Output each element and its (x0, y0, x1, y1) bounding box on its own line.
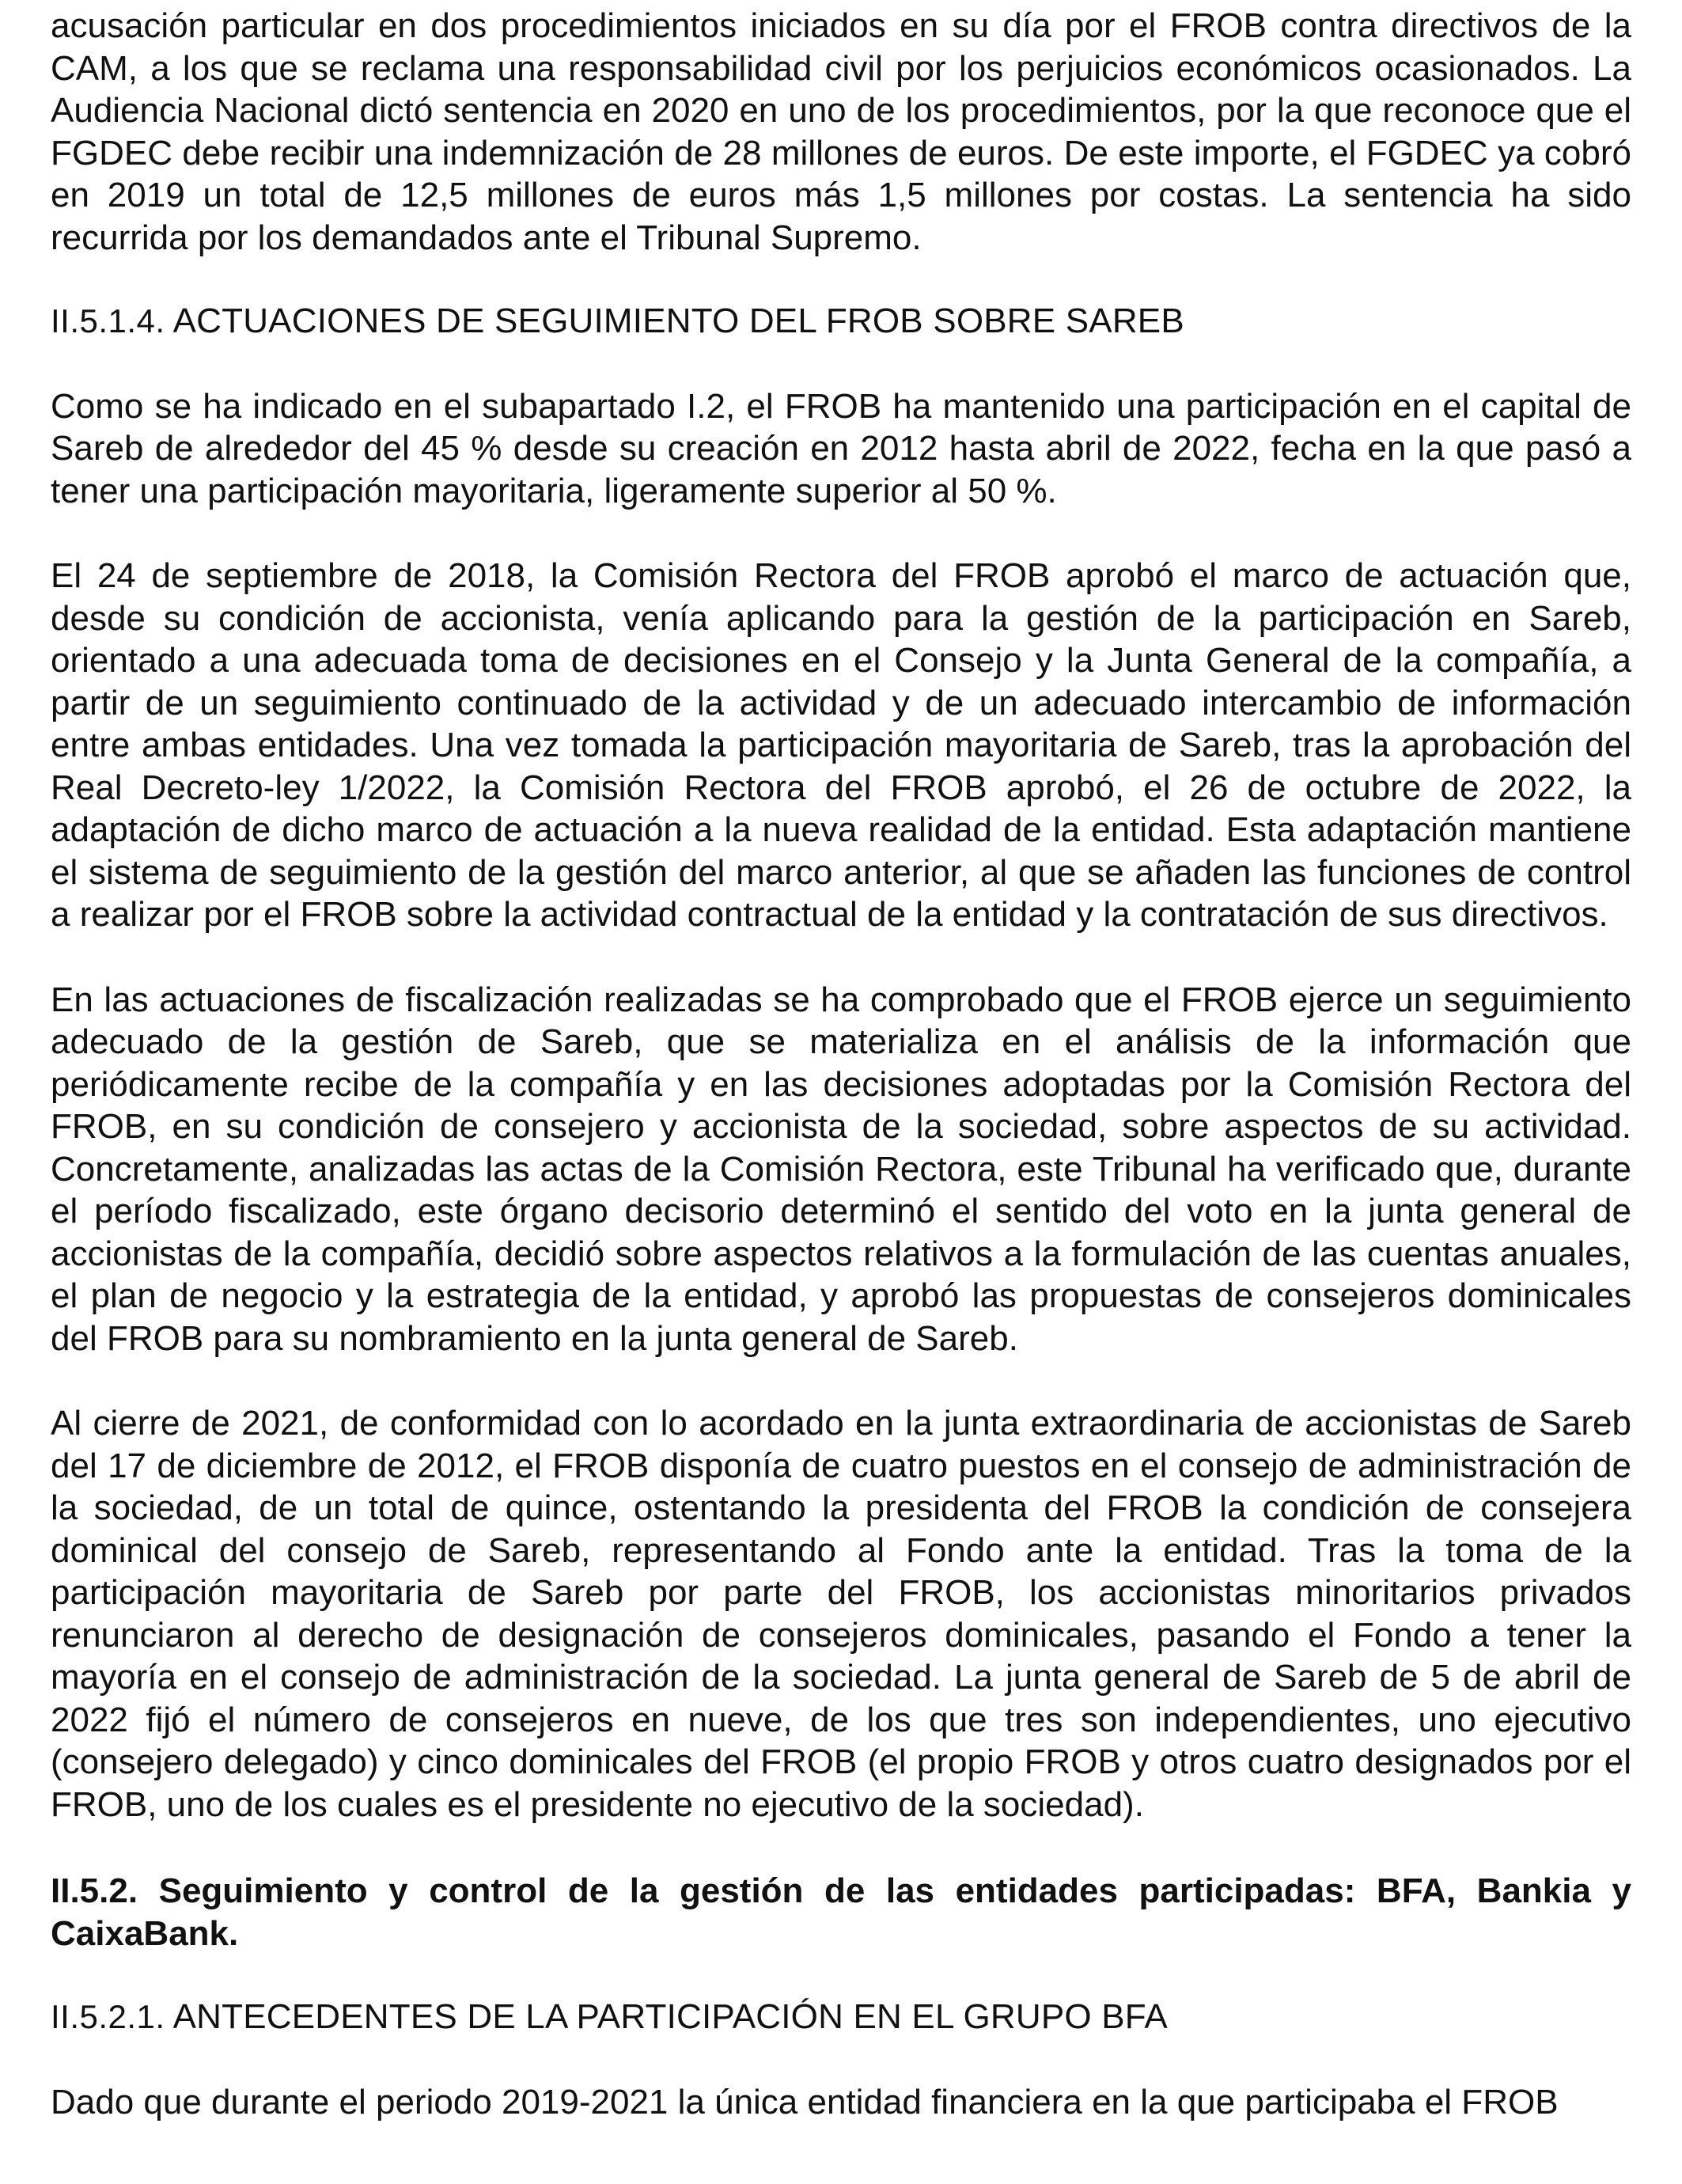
paragraph-consejo: Al cierre de 2021, de conformidad con lo acordado en la junta extraordinaria de accionistas de Sareb del 17 de diciembre de 2012, el FROB disponía de cuatro puestos en el consejo de administración de la sociedad, de un total de quince, ostentando la presidenta del FROB la condición de consejera dominical del consejo de Sareb, representando al Fondo ante la entidad. Tras la toma de la participación mayoritaria de Sareb por parte del FROB, los accionistas minoritarios privados renunciaron al derecho de designación de consejeros dominicales, pasando el Fondo a tener la mayoría en el consejo de administración de la sociedad. La junta general de Sareb de 5 de abril de 2022 fijó el número de consejeros en nueve, de los que tres son independientes, uno ejecutivo (consejero delegado) y cinco dominicales del FROB (el propio FROB y otros cuatro designados por el FROB, uno de los cuales es el presidente no ejecutivo de la sociedad). (51, 1404, 1631, 1824)
paragraph-fiscalizacion: En las actuaciones de fiscalización realizadas se ha comprobado que el FROB ejerce un seguimiento adecuado de la gestión de Sareb, que se materializa en el análisis de la información que periódicamente recibe de la compañía y en las decisiones adoptadas por la Comisión Rectora del FROB, en su condición de consejero y accionista de la sociedad, sobre aspectos de su actividad. Concretamente, analizadas las actas de la Comisión Rectora, este Tribunal ha verificado que, durante el período fiscalizado, este órgano decisorio determinó el sentido del voto en la junta general de accionistas de la compañía, decidió sobre aspectos relativos a la formulación de las cuentas anuales, el plan de negocio y la estrategia de la entidad, y aprobó las propuestas de consejeros dominicales del FROB para su nombramiento en la junta general de Sareb. (51, 980, 1631, 1358)
section-number: II.5.1.4. (51, 302, 165, 339)
section-heading-seguimiento-control: II.5.2. Seguimiento y control de la gestión de las entidades participadas: BFA, Bankia y CaixaBank. (51, 1871, 1631, 1953)
paragraph-marco-actuacion: El 24 de septiembre de 2018, la Comisión Rectora del FROB aprobó el marco de actuación que, desde su condición de accionista, venía aplicando para la gestión de la participación en Sareb, orientado a una adecuada toma de decisiones en el Consejo y la Junta General de la compañía, a partir de un seguimiento continuado de la actividad y de un adecuado intercambio de información entre ambas entidades. Una vez tomada la participación mayoritaria de Sareb, tras la aprobación del Real Decreto-ley 1/2022, la Comisión Rectora del FROB aprobó, el 26 de octubre de 2022, la adaptación de dicho marco de actuación a la nueva realidad de la entidad. Esta adaptación mantiene el sistema de seguimiento de la gestión del marco anterior, al que se añaden las funciones de control a realizar por el FROB sobre la actividad contractual de la entidad y la contratación de sus directivos. (51, 556, 1631, 934)
paragraph-participacion: Como se ha indicado en el subapartado I.2, el FROB ha mantenido una participación en el capital de Sareb de alrededor del 45 % desde su creación en 2012 hasta abril de 2022, fecha en la que pasó a tener una participación mayoritaria, ligeramente superior al 50 %. (51, 386, 1631, 510)
document-page (51, 5, 1631, 2123)
section-title: ACTUACIONES DE SEGUIMIENTO DEL FROB SOBRE SAREB (172, 301, 1184, 340)
intro-paragraph: acusación particular en dos procedimientos iniciados en su día por el FROB contra directivos de la CAM, a los que se reclama una responsabilidad civil por los perjuicios económicos ocasionados. La Audiencia Nacional dictó sentencia en 2020 en uno de los procedimientos, por la que reconoce que el FGDEC debe recibir una indemnización de 28 millones de euros. De este importe, el FGDEC ya cobró en 2019 un total de 12,5 millones de euros más 1,5 millones por costas. La sentencia ha sido recurrida por los demandados ante el Tribunal Supremo. (51, 6, 1631, 257)
section-title: ANTECEDENTES DE LA PARTICIPACIÓN EN EL GRUPO BFA (172, 1997, 1168, 2036)
section-heading-actuaciones (51, 300, 1631, 343)
section-heading-antecedentes (51, 1996, 1631, 2038)
section-number: II.5.2.1. (51, 1998, 165, 2035)
paragraph-periodo: Dado que durante el periodo 2019-2021 la única entidad financiera en la que participaba el FROB (51, 2082, 1559, 2121)
